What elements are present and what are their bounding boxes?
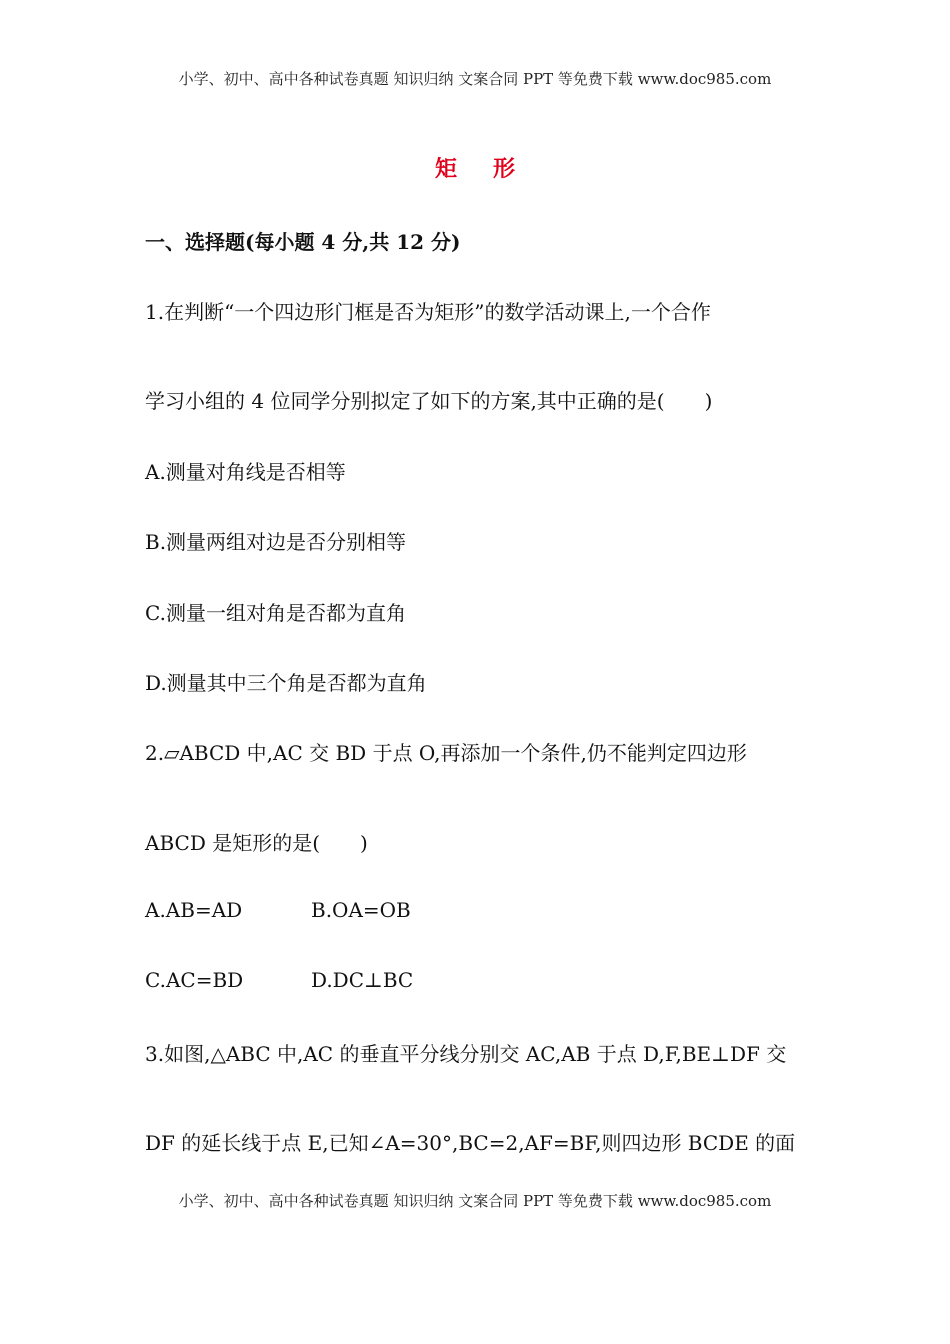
q1-line1: 1.在判断“一个四边形门框是否为矩形”的数学活动课上,一个合作 [145,300,711,324]
q1-option-d: D.测量其中三个角是否都为直角 [145,671,427,695]
q2-option-c: C.AC=BD [145,968,244,992]
q2-line1: 2.▱ABCD 中,AC 交 BD 于点 O,再添加一个条件,仍不能判定四边形 [145,741,747,765]
page-header: 小学、初中、高中各种试卷真题 知识归纳 文案合同 PPT 等免费下载 www.doc985.com [178,70,772,88]
q2-option-d: D.DC⊥BC [311,968,414,992]
q1-option-b: B.测量两组对边是否分别相等 [145,530,407,554]
q2-options-row2 [145,968,414,992]
section-heading: 一、选择题(每小题 4 分,共 12 分) [145,230,461,254]
page-title: 矩形 [434,156,551,182]
q1-option-a: A.测量对角线是否相等 [145,460,346,484]
page-footer: 小学、初中、高中各种试卷真题 知识归纳 文案合同 PPT 等免费下载 www.doc985.com [178,1192,772,1210]
q3-line1: 3.如图,△ABC 中,AC 的垂直平分线分别交 AC,AB 于点 D,F,BE⊥DF 交 [145,1042,787,1066]
q2-options-row1 [145,898,411,922]
q3-line2: DF 的延长线于点 E,已知∠A=30°,BC=2,AF=BF,则四边形 BCDE 的面 [145,1131,796,1155]
q2-option-a: A.AB=AD [145,898,243,922]
q1-line2: 学习小组的 4 位同学分别拟定了如下的方案,其中正确的是( ) [145,389,713,413]
q1-option-c: C.测量一组对角是否都为直角 [145,601,406,625]
q2-line2: ABCD 是矩形的是( ) [145,831,368,855]
q2-option-b: B.OA=OB [311,898,411,922]
